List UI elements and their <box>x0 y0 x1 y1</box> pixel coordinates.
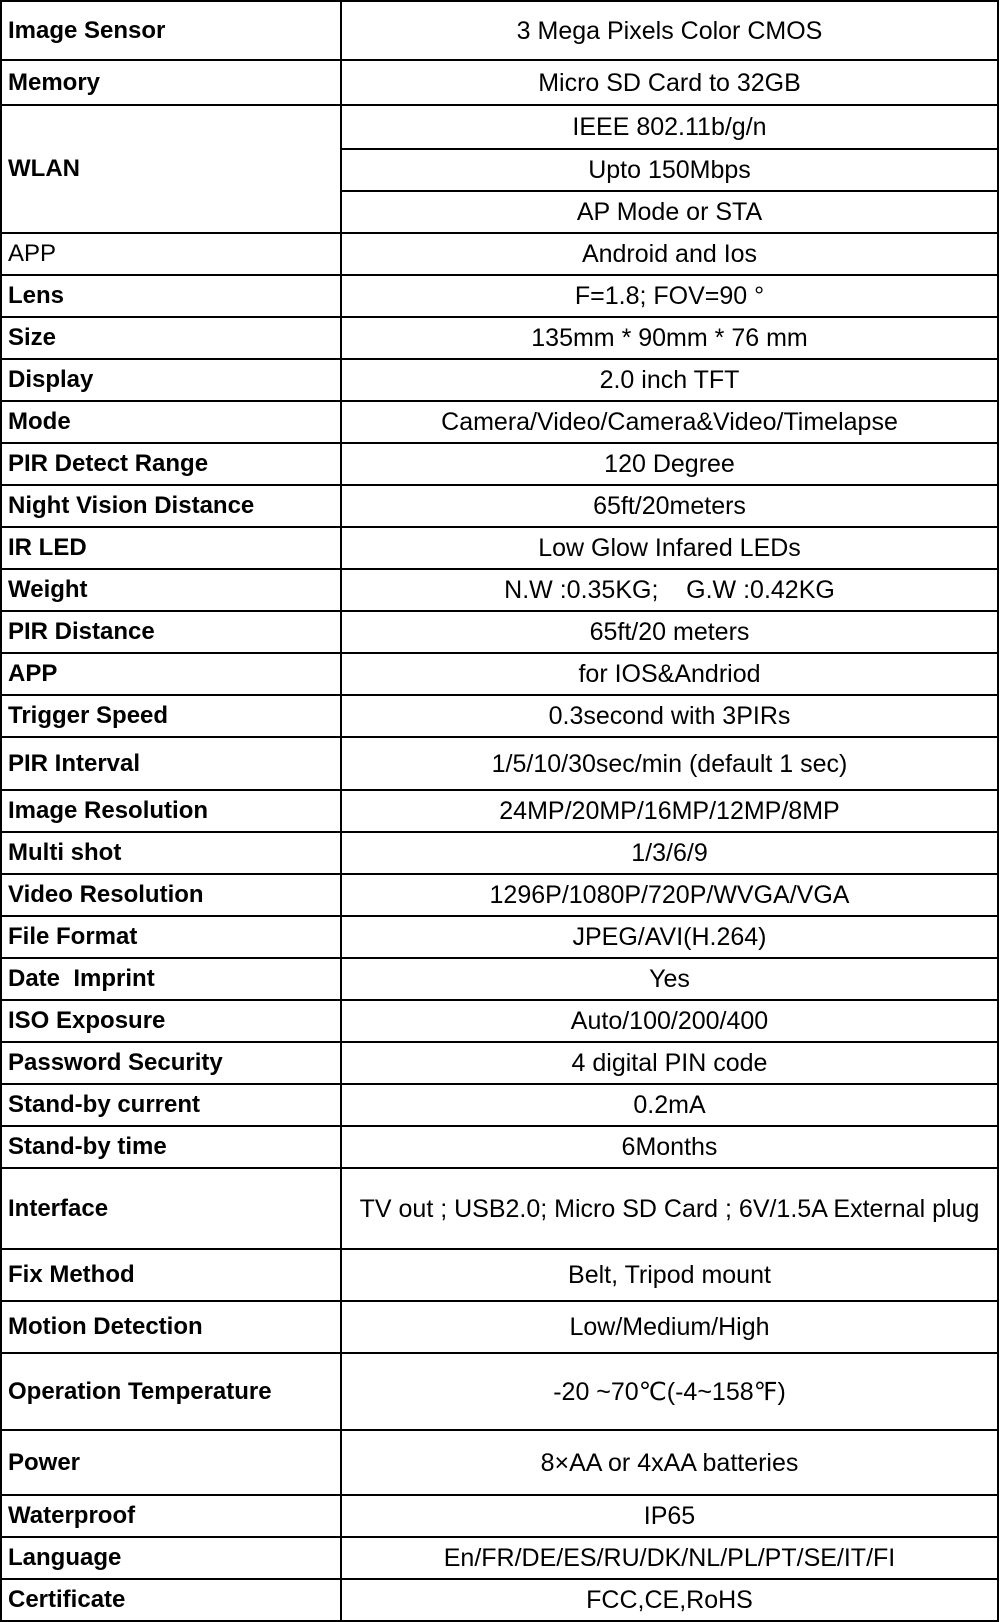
size-value: 135mm * 90mm * 76 mm <box>341 317 998 359</box>
ir-led-value: Low Glow Infared LEDs <box>341 527 998 569</box>
pir-distance-value: 65ft/20 meters <box>341 611 998 653</box>
row-date-imprint <box>1 958 998 1000</box>
row-motion-detection <box>1 1301 998 1353</box>
row-multi-shot <box>1 832 998 874</box>
wlan-mode-value: AP Mode or STA <box>341 191 998 233</box>
size-label: Size <box>1 317 341 359</box>
file-format-value: JPEG/AVI(H.264) <box>341 916 998 958</box>
row-wlan <box>1 105 998 149</box>
row-image-resolution <box>1 790 998 832</box>
lens-label: Lens <box>1 275 341 317</box>
row-trigger-speed <box>1 695 998 737</box>
row-iso-exposure <box>1 1000 998 1042</box>
row-language <box>1 1537 998 1579</box>
row-file-format <box>1 916 998 958</box>
pir-interval-label: PIR Interval <box>1 737 341 790</box>
pir-detect-range-label: PIR Detect Range <box>1 443 341 485</box>
password-security-value: 4 digital PIN code <box>341 1042 998 1084</box>
date-imprint-value: Yes <box>341 958 998 1000</box>
pir-distance-label: PIR Distance <box>1 611 341 653</box>
row-pir-distance <box>1 611 998 653</box>
row-pir-detect-range <box>1 443 998 485</box>
mode-value: Camera/Video/Camera&Video/Timelapse <box>341 401 998 443</box>
app-platform-value: for IOS&Andriod <box>341 653 998 695</box>
power-value: 8×AA or 4xAA batteries <box>341 1430 998 1495</box>
row-display <box>1 359 998 401</box>
iso-exposure-label: ISO Exposure <box>1 1000 341 1042</box>
ir-led-label: IR LED <box>1 527 341 569</box>
row-password-security <box>1 1042 998 1084</box>
fix-method-label: Fix Method <box>1 1249 341 1301</box>
video-resolution-label: Video Resolution <box>1 874 341 916</box>
trigger-speed-label: Trigger Speed <box>1 695 341 737</box>
row-lens <box>1 275 998 317</box>
image-resolution-value: 24MP/20MP/16MP/12MP/8MP <box>341 790 998 832</box>
display-value: 2.0 inch TFT <box>341 359 998 401</box>
motion-detection-value: Low/Medium/High <box>341 1301 998 1353</box>
multi-shot-label: Multi shot <box>1 832 341 874</box>
display-label: Display <box>1 359 341 401</box>
wlan-label: WLAN <box>1 105 341 233</box>
fix-method-value: Belt, Tripod mount <box>341 1249 998 1301</box>
row-standby-current <box>1 1084 998 1126</box>
row-operation-temperature <box>1 1353 998 1430</box>
image-resolution-label: Image Resolution <box>1 790 341 832</box>
row-fix-method <box>1 1249 998 1301</box>
row-app-os <box>1 233 998 275</box>
row-app-platform <box>1 653 998 695</box>
standby-current-label: Stand-by current <box>1 1084 341 1126</box>
certificate-label: Certificate <box>1 1579 341 1621</box>
mode-label: Mode <box>1 401 341 443</box>
date-imprint-label: Date Imprint <box>1 958 341 1000</box>
image-sensor-value: 3 Mega Pixels Color CMOS <box>341 1 998 60</box>
password-security-label: Password Security <box>1 1042 341 1084</box>
pir-interval-value: 1/5/10/30sec/min (default 1 sec) <box>341 737 998 790</box>
row-interface <box>1 1168 998 1249</box>
standby-time-value: 6Months <box>341 1126 998 1168</box>
interface-label: Interface <box>1 1168 341 1249</box>
language-label: Language <box>1 1537 341 1579</box>
lens-value: F=1.8; FOV=90 ° <box>341 275 998 317</box>
waterproof-value: IP65 <box>341 1495 998 1537</box>
row-memory <box>1 60 998 105</box>
pir-detect-range-value: 120 Degree <box>341 443 998 485</box>
file-format-label: File Format <box>1 916 341 958</box>
language-value: En/FR/DE/ES/RU/DK/NL/PL/PT/SE/IT/FI <box>341 1537 998 1579</box>
app-os-value: Android and Ios <box>341 233 998 275</box>
memory-label: Memory <box>1 60 341 105</box>
night-vision-distance-label: Night Vision Distance <box>1 485 341 527</box>
night-vision-distance-value: 65ft/20meters <box>341 485 998 527</box>
motion-detection-label: Motion Detection <box>1 1301 341 1353</box>
row-certificate <box>1 1579 998 1621</box>
row-power <box>1 1430 998 1495</box>
row-pir-interval <box>1 737 998 790</box>
iso-exposure-value: Auto/100/200/400 <box>341 1000 998 1042</box>
row-mode <box>1 401 998 443</box>
app-os-label: APP <box>1 233 341 275</box>
row-night-vision-distance <box>1 485 998 527</box>
row-ir-led <box>1 527 998 569</box>
row-waterproof <box>1 1495 998 1537</box>
row-standby-time <box>1 1126 998 1168</box>
row-weight <box>1 569 998 611</box>
video-resolution-value: 1296P/1080P/720P/WVGA/VGA <box>341 874 998 916</box>
trigger-speed-value: 0.3second with 3PIRs <box>341 695 998 737</box>
operation-temperature-value: -20 ~70℃(-4~158℉) <box>341 1353 998 1430</box>
power-label: Power <box>1 1430 341 1495</box>
app-platform-label: APP <box>1 653 341 695</box>
wlan-standard-value: IEEE 802.11b/g/n <box>341 105 998 149</box>
multi-shot-value: 1/3/6/9 <box>341 832 998 874</box>
weight-label: Weight <box>1 569 341 611</box>
row-video-resolution <box>1 874 998 916</box>
standby-time-label: Stand-by time <box>1 1126 341 1168</box>
image-sensor-label: Image Sensor <box>1 1 341 60</box>
standby-current-value: 0.2mA <box>341 1084 998 1126</box>
wlan-speed-value: Upto 150Mbps <box>341 149 998 191</box>
waterproof-label: Waterproof <box>1 1495 341 1537</box>
operation-temperature-label: Operation Temperature <box>1 1353 341 1430</box>
row-size <box>1 317 998 359</box>
memory-value: Micro SD Card to 32GB <box>341 60 998 105</box>
row-image-sensor <box>1 1 998 60</box>
certificate-value: FCC,CE,RoHS <box>341 1579 998 1621</box>
interface-value: TV out ; USB2.0; Micro SD Card ; 6V/1.5A External plug <box>341 1168 998 1249</box>
weight-value: N.W :0.35KG; G.W :0.42KG <box>341 569 998 611</box>
